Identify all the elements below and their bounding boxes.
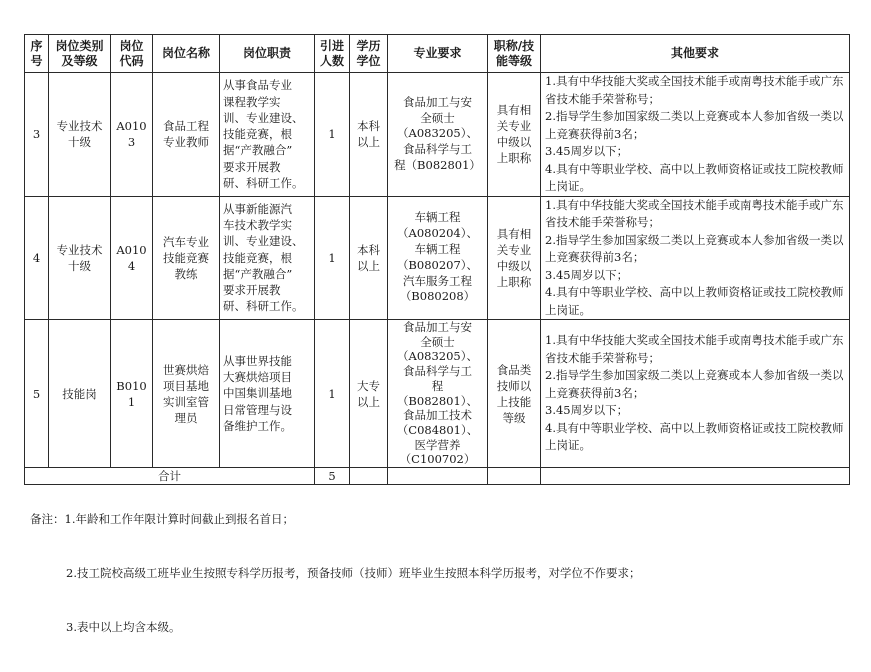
header-title: 职称/技 能等级: [488, 35, 541, 73]
header-edu: 学历 学位: [350, 35, 388, 73]
header-duty: 岗位职责: [220, 35, 315, 73]
cell-count: 1: [315, 73, 350, 197]
cell-category: 技能岗: [49, 320, 111, 468]
total-label: 合计: [25, 468, 315, 485]
remarks: [30, 474, 640, 672]
cell-count: 1: [315, 196, 350, 320]
header-count: 引进 人数: [315, 35, 350, 73]
cell-category: 专业技术 十级: [49, 196, 111, 320]
table-row: [25, 320, 850, 468]
cell-major: 食品加工与安 全硕士 （A083205）、 食品科学与工 程 （B082801）、 食品加工技术 （C084801）、 医学营养 （C100702）: [388, 320, 488, 468]
cell-other: 1.具有中华技能大奖或全国技术能手或南粤技术能手或广东省技术能手荣誉称号； 2.指导学生参加国家级二类以上竞赛或本人参加省级一类以上竞赛获得前3名； 3.45周岁以下； 4.具有中等职业学校、高中以上教师资格证或技工院校教师上岗证。: [541, 73, 850, 197]
cell-title: 具有相 关专业 中级以 上职称: [488, 73, 541, 197]
cell-title: 具有相 关专业 中级以 上职称: [488, 196, 541, 320]
cell-name: 食品工程 专业教师: [153, 73, 220, 197]
cell-major: 车辆工程 （A080204）、 车辆工程 （B080207）、 汽车服务工程 （B080208）: [388, 196, 488, 320]
table-row: [25, 73, 850, 197]
header-code: 岗位 代码: [111, 35, 153, 73]
table-header-row: [25, 35, 850, 73]
table-row: [25, 196, 850, 320]
cell-duty: 从事食品专业 课程教学实 训、专业建设、 技能竞赛，根 据“产教融合” 要求开展教 研、科研工作。: [220, 73, 315, 197]
cell-count: 1: [315, 320, 350, 468]
job-positions-table: [24, 34, 850, 485]
cell-code: A010 3: [111, 73, 153, 197]
cell-seq: 4: [25, 196, 49, 320]
cell-edu: 本科 以上: [350, 73, 388, 197]
cell-seq: 3: [25, 73, 49, 197]
cell-name: 汽车专业 技能竞赛 教练: [153, 196, 220, 320]
header-seq: 序 号: [25, 35, 49, 73]
header-major: 专业要求: [388, 35, 488, 73]
cell-major: 食品加工与安 全硕士 （A083205）、 食品科学与工 程（B082801）: [388, 73, 488, 197]
cell-seq: 5: [25, 320, 49, 468]
cell-other: 1.具有中华技能大奖或全国技术能手或南粤技术能手或广东省技术能手荣誉称号； 2.指导学生参加国家级二类以上竞赛或本人参加省级一类以上竞赛获得前3名； 3.45周岁以下； 4.具有中等职业学校、高中以上教师资格证或技工院校教师上岗证。: [541, 196, 850, 320]
cell-code: B010 1: [111, 320, 153, 468]
cell-edu: 本科 以上: [350, 196, 388, 320]
cell-category: 专业技术 十级: [49, 73, 111, 197]
header-name: 岗位名称: [153, 35, 220, 73]
header-category: 岗位类别 及等级: [49, 35, 111, 73]
header-other: 其他要求: [541, 35, 850, 73]
cell-duty: 从事新能源汽 车技术教学实 训、专业建设、 技能竞赛，根 据“产教融合” 要求开展教 研、科研工作。: [220, 196, 315, 320]
cell-name: 世赛烘焙 项目基地 实训室管 理员: [153, 320, 220, 468]
total-count: 5: [315, 468, 350, 485]
remark-line-2: 2.技工院校高级工班毕业生按照专科学历报考，预备技师（技师）班毕业生按照本科学历报考，对学位不作要求；: [66, 566, 641, 580]
cell-duty: 从事世界技能 大赛烘焙项目 中国集训基地 日常管理与设 备维护工作。: [220, 320, 315, 468]
remark-line-1: 备注：1.年龄和工作年限计算时间截止到报名首日；: [30, 512, 294, 526]
cell-title: 食品类 技师以 上技能 等级: [488, 320, 541, 468]
cell-other: 1.具有中华技能大奖或全国技术能手或南粤技术能手或广东省技术能手荣誉称号； 2.指导学生参加国家级二类以上竞赛或本人参加省级一类以上竞赛获得前3名； 3.45周岁以下； 4.具有中等职业学校、高中以上教师资格证或技工院校教师上岗证。: [541, 320, 850, 468]
cell-code: A010 4: [111, 196, 153, 320]
remark-line-3: 3.表中以上均含本级。: [66, 620, 181, 634]
cell-edu: 大专 以上: [350, 320, 388, 468]
